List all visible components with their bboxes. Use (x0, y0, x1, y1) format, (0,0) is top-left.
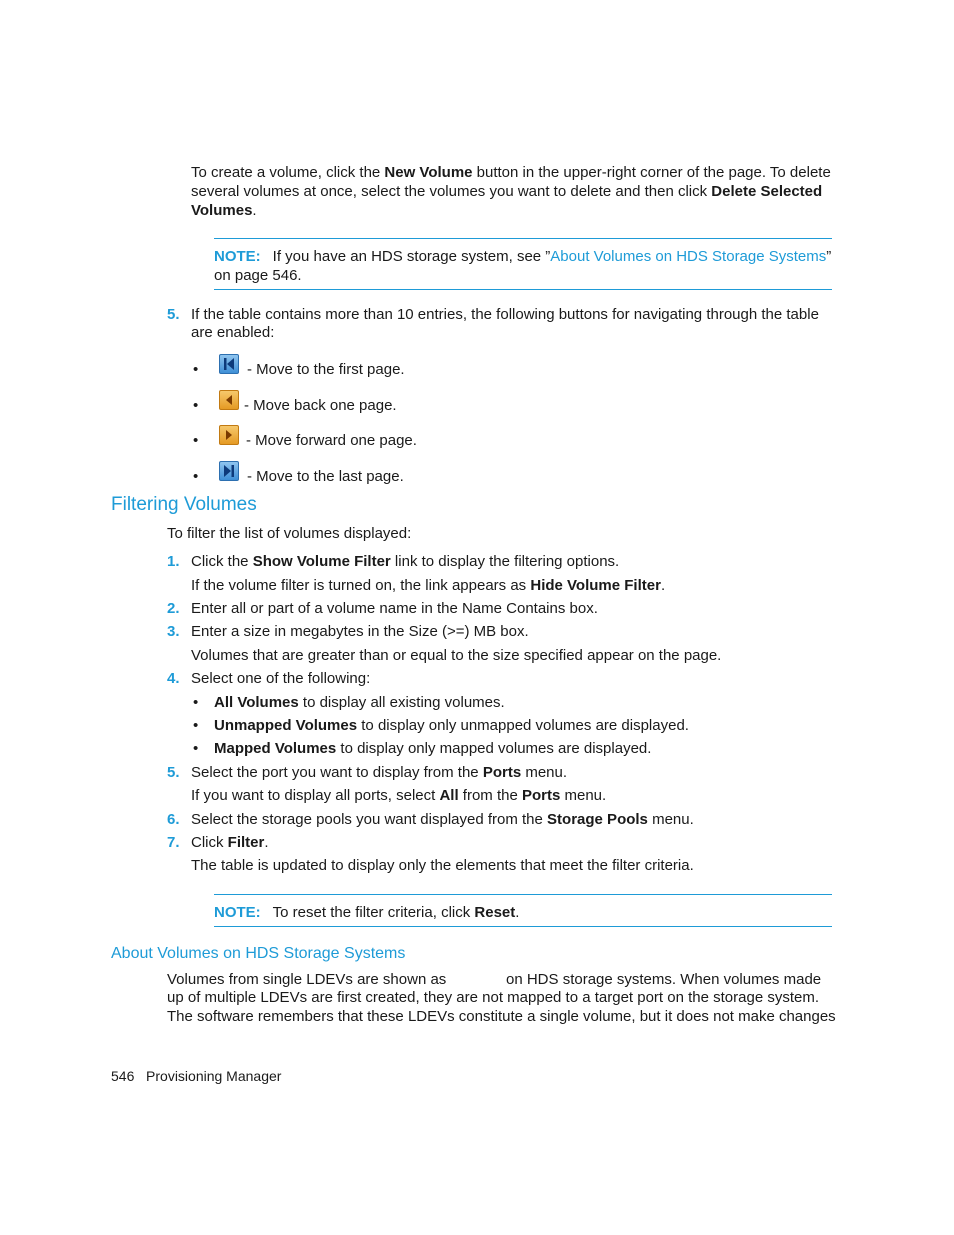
filter-step-1: Click the Show Volume Filter link to display the filtering options. (191, 553, 620, 570)
note-reset (214, 894, 832, 927)
bullet: • (193, 432, 199, 449)
step-number: 1. (167, 553, 180, 570)
intro-line-1: To create a volume, click the New Volume button in the upper-right corner of the page. To delete (191, 164, 831, 181)
footer-title: Provisioning Manager (146, 1068, 282, 1084)
step-number: 7. (167, 834, 180, 851)
filtering-intro: To filter the list of volumes displayed: (167, 525, 412, 542)
filter-step-7-sub: The table is updated to display only the elements that meet the filter criteria. (191, 857, 694, 874)
note-hds-line-2: on page 546. (214, 267, 302, 284)
nav-item-first: • - Move to the first page. (0, 354, 954, 378)
about-line-1a: Volumes from single LDEVs are shown as (167, 971, 447, 988)
note-label: NOTE: (214, 904, 261, 921)
filter-step-4: Select one of the following: (191, 670, 371, 687)
step-number: 5. (167, 764, 180, 781)
step-number: 6. (167, 811, 180, 828)
page-footer (111, 1067, 281, 1086)
about-line-2: up of multiple LDEVs are first created, they are not mapped to a target port on the storage system. (167, 989, 820, 1006)
nav-item-last: • - Move to the last page. (0, 461, 954, 485)
note-label: NOTE: (214, 248, 261, 265)
step-number: 4. (167, 670, 180, 687)
filter-step-2: Enter all or part of a volume name in the Name Contains box. (191, 600, 598, 617)
step-number: 5. (167, 306, 180, 323)
step-number: 2. (167, 600, 180, 617)
bullet: • (193, 694, 199, 711)
filter-step-1-sub: If the volume filter is turned on, the link appears as Hide Volume Filter. (191, 577, 666, 594)
step-5-line-2: are enabled: (191, 324, 275, 341)
bullet: • (193, 468, 199, 485)
option-all-volumes: All Volumes to display all existing volumes. (214, 694, 505, 711)
about-line-3: The software remembers that these LDEVs constitute a single volume, but it does not make changes (167, 1008, 836, 1025)
option-mapped-volumes: Mapped Volumes to display only mapped volumes are displayed. (214, 740, 652, 757)
step-number: 3. (167, 623, 180, 640)
about-line-1b: on HDS storage systems. When volumes made (506, 971, 822, 988)
new-volume-term: New Volume (384, 164, 473, 181)
filter-step-3: Enter a size in megabytes in the Size (>=) MB box. (191, 623, 529, 640)
intro-line-2: several volumes at once, select the volumes you want to delete and then click Delete Selected (191, 183, 823, 200)
first-page-icon[interactable] (219, 354, 239, 374)
previous-page-icon[interactable] (219, 390, 239, 410)
bullet: • (193, 361, 199, 378)
bullet: • (193, 717, 199, 734)
bullet: • (193, 740, 199, 757)
note-hds-line-1: NOTE: If you have an HDS storage system, see ”About Volumes on HDS Storage Systems” (214, 248, 832, 265)
next-page-icon[interactable] (219, 425, 239, 445)
last-page-icon[interactable] (219, 461, 239, 481)
section-heading-about-hds: About Volumes on HDS Storage Systems (111, 945, 406, 962)
section-heading-filtering: Filtering Volumes (111, 494, 257, 515)
filter-step-5-sub: If you want to display all ports, select All from the Ports menu. (191, 787, 607, 804)
filter-step-5: Select the port you want to display from the Ports menu. (191, 764, 568, 781)
bullet: • (193, 397, 199, 414)
page-number: 546 (111, 1068, 135, 1084)
step-5-line-1: If the table contains more than 10 entries, the following buttons for navigating through the table (191, 306, 819, 323)
intro-line-3: Volumes. (191, 202, 257, 219)
note-hds (214, 238, 832, 290)
filter-step-3-sub: Volumes that are greater than or equal to the size specified appear on the page. (191, 647, 722, 664)
nav-item-next: • - Move forward one page. (0, 425, 954, 449)
option-unmapped-volumes: Unmapped Volumes to display only unmapped volumes are displayed. (214, 717, 689, 734)
note-reset-line: NOTE: To reset the filter criteria, click Reset. (214, 904, 520, 921)
filter-step-6: Select the storage pools you want displayed from the Storage Pools menu. (191, 811, 694, 828)
about-hds-link[interactable]: About Volumes on HDS Storage Systems (550, 248, 827, 265)
delete-selected-term: Delete Selected (711, 183, 823, 200)
filter-step-7: Click Filter. (191, 834, 269, 851)
nav-item-previous: • - Move back one page. (0, 390, 954, 414)
